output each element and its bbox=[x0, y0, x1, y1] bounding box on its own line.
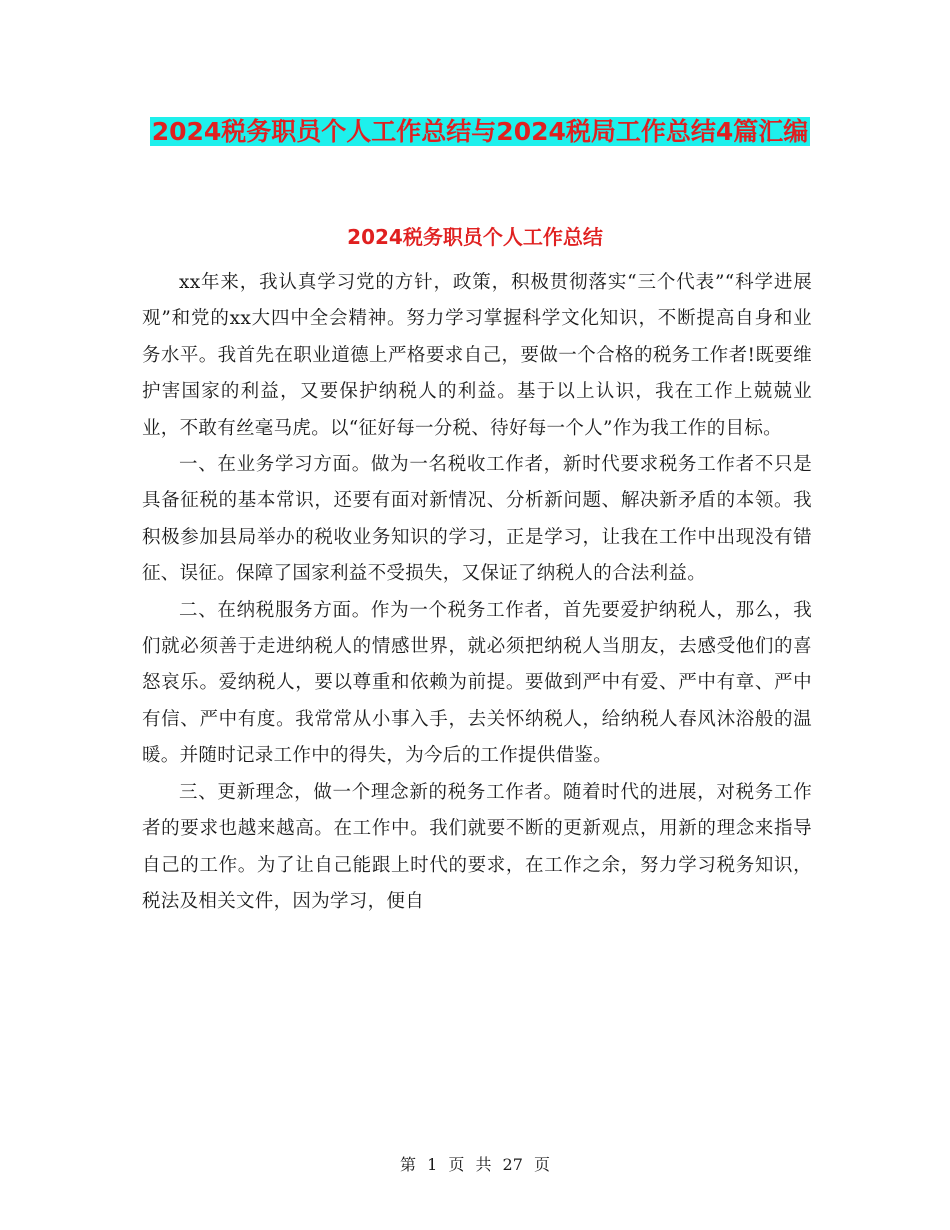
paragraph: 二、在纳税服务方面。作为一个税务工作者，首先要爱护纳税人，那么，我们就必须善于走进纳税人的情感世界，就必须把纳税人当朋友，去感受他们的喜怒哀乐。爱纳税人，要以尊重和依赖为前提。要做到严中有爱、严中有章、严中有信、严中有度。我常常从小事入手，去关怀纳税人，给纳税人春风沐浴般的温暖。并随时记录工作中的得失，为今后的工作提供借鉴。 bbox=[142, 599, 812, 767]
document-body bbox=[142, 265, 812, 920]
paragraph: 三、更新理念，做一个理念新的税务工作者。随着时代的进展，对税务工作者的要求也越来越高。在工作中。我们就要不断的更新观点，用新的理念来指导自己的工作。为了让自己能跟上时代的要求，在工作之余，努力学习税务知识，税法及相关文件，因为学习，便自 bbox=[142, 781, 812, 912]
paragraph: xx年来，我认真学习党的方针，政策，积极贯彻落实“三个代表”“科学进展观”和党的xx大四中全会精神。努力学习掌握科学文化知识，不断提高自身和业务水平。我首先在职业道德上严格要求自己，要做一个合格的税务工作者!既要维护害国家的利益，又要保护纳税人的利益。基于以上认识，我在工作上兢兢业业，不敢有丝毫马虎。以“征好每一分税、待好每一个人”作为我工作的目标。 bbox=[142, 272, 812, 439]
document-title bbox=[140, 108, 820, 156]
section-title: 2024税务职员个人工作总结 bbox=[347, 225, 603, 249]
document-title-text: 2024税务职员个人工作总结与2024税局工作总结4篇汇编 bbox=[151, 117, 809, 146]
paragraph: 一、在业务学习方面。做为一名税收工作者，新时代要求税务工作者不只是具备征税的基本常识，还要有面对新情况、分析新问题、解决新矛盾的本领。我积极参加县局举办的税收业务知识的学习，正是学习，让我在工作中出现没有错征、误征。保障了国家利益不受损失，又保证了纳税人的合法利益。 bbox=[142, 454, 812, 585]
page-number-footer: 第 1 页 共 27 页 bbox=[400, 1155, 550, 1174]
